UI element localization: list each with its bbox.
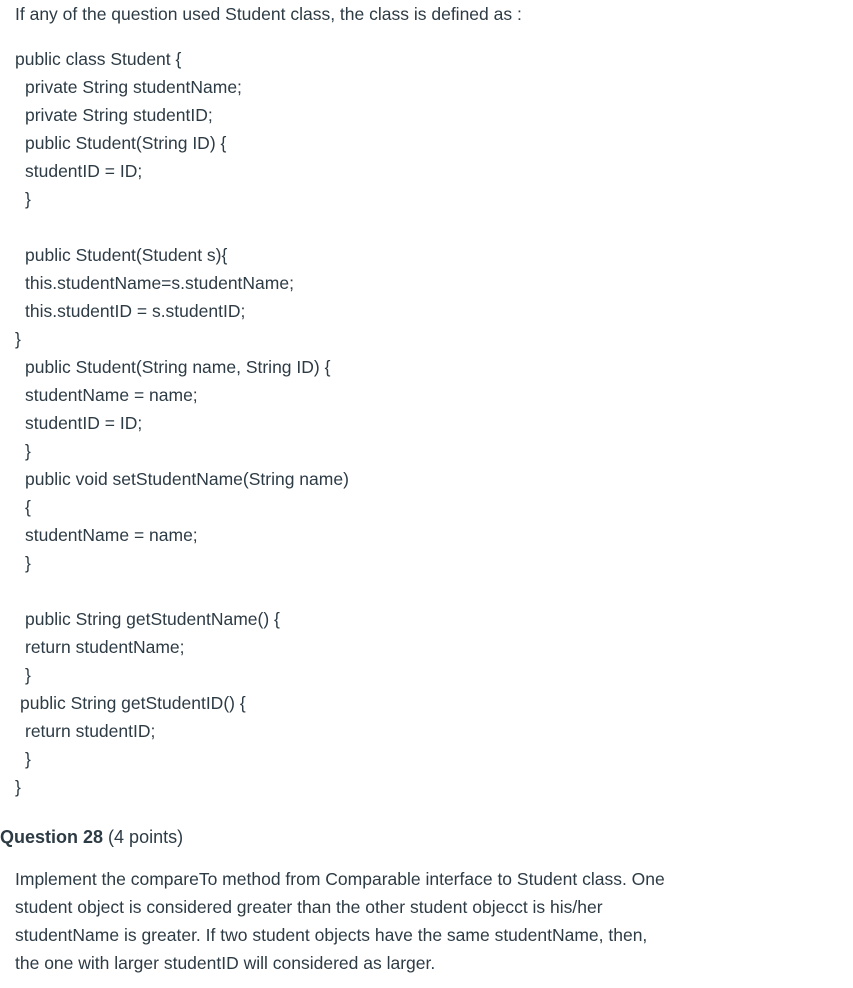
code-line: private String studentID; — [25, 105, 213, 125]
code-line: } — [25, 189, 31, 209]
question-points: (4 points) — [108, 827, 184, 847]
code-line: public Student(String ID) { — [25, 133, 227, 153]
code-line: } — [25, 665, 31, 685]
intro-text: If any of the question used Student class, the class is defined as : — [15, 4, 522, 24]
code-line: } — [15, 777, 21, 797]
code-line: public Student(String name, String ID) { — [25, 357, 331, 377]
code-line: public Student(Student s){ — [25, 245, 228, 265]
code-line: } — [15, 329, 21, 349]
question-body-line: studentName is greater. If two student objects have the same studentName, then, — [15, 925, 648, 945]
code-line: studentName = name; — [25, 385, 198, 405]
code-line: return studentName; — [25, 637, 185, 657]
code-line: return studentID; — [25, 721, 156, 741]
code-line: } — [25, 749, 31, 769]
question-body-line: Implement the compareTo method from Comparable interface to Student class. One — [15, 869, 665, 889]
code-line: } — [25, 553, 31, 573]
code-line: this.studentID = s.studentID; — [25, 301, 246, 321]
question-body — [15, 865, 735, 977]
code-line: } — [25, 441, 31, 461]
code-line: public String getStudentID() { — [20, 693, 246, 713]
question-body-line: student object is considered greater than the other student objecct is his/her — [15, 897, 603, 917]
code-line: public String getStudentName() { — [25, 609, 280, 629]
code-line: studentID = ID; — [25, 413, 143, 433]
code-line: { — [25, 497, 31, 517]
code-line: public class Student { — [15, 49, 182, 69]
code-line: studentName = name; — [25, 525, 198, 545]
code-line: this.studentName=s.studentName; — [25, 273, 294, 293]
code-line: studentID = ID; — [25, 161, 143, 181]
question-header — [0, 825, 183, 849]
code-line: public void setStudentName(String name) — [25, 469, 349, 489]
code-line: private String studentName; — [25, 77, 242, 97]
question-title: Question 28 — [0, 827, 104, 847]
question-body-line: the one with larger studentID will considered as larger. — [15, 953, 436, 973]
